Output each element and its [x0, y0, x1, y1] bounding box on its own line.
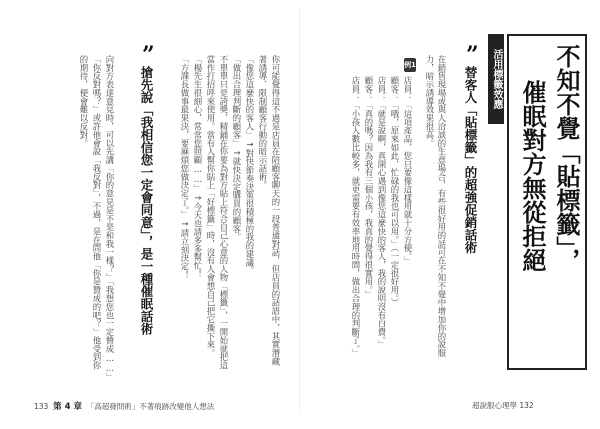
body-line: 「你反對嗎？」或許他會說「我反對」，不過，是在問他「你是贊成的吧？」他受到你: [92, 55, 102, 370]
page-number-right: 132: [519, 401, 534, 410]
body-line: 的期待，便會難以反對。: [79, 55, 89, 148]
body-line: 你可能覺得這不過是店員在陪顧客聊天的一段普通對話，但店員的話語中，其實潛藏: [271, 55, 281, 366]
body-line: 力，暗示誘導效果很高。: [425, 55, 435, 148]
running-head-right: [472, 400, 534, 411]
body-line: 「像您這麼快的客人」→對快節奏決策很積極的我的建議。: [245, 55, 255, 275]
section-heading-left: 搶先說「我相信您一定會同意」，是一種催眠話術: [139, 66, 154, 335]
dialogue-line: 店員：「這項產品，您只要像這樣用就十分方便。」: [403, 76, 413, 265]
body-line: 「楊先生很細心，常常您照顧……」→今天也請多多幫忙！: [193, 55, 203, 278]
quote-icon: ”: [142, 42, 155, 68]
body-line: 「方課長做事最果決，要麻煩您做決定了。」→請立刻決定！: [180, 55, 190, 279]
section-heading-right: 替客人「貼標籤」的超強促銷話術: [463, 66, 478, 254]
dialogue-line: 店員：「小孩人數比較多，就更需要有效率地用時間，做出合理的判斷了。」: [351, 76, 361, 358]
main-title-line-2: 催眠對方無從拒絕: [518, 80, 546, 272]
tag-label: 活用標籤效應: [488, 34, 504, 124]
body-line: 「做出合理判斷的顧客」→就快決定購買的顧客。: [232, 55, 242, 242]
body-line: 在銷售現場或與人洽談的生意場合，有些很好用的話可在不知不覺中增加你的說服: [437, 55, 447, 358]
example-badge: 例1: [404, 58, 416, 72]
page-number-left: 133: [34, 402, 49, 411]
dialogue-line: 顧客：「真的嗎？因為我有三個小孩，我真的覺得很實用。」: [364, 76, 374, 299]
body-line: 當作打招呼來使用。當有人幫你貼上「好標籤」時，沒有人會想自己把它撕下來。: [206, 55, 216, 358]
chapter-title: 「高超發問術」不著痕跡改變他人想法: [86, 402, 215, 411]
quote-icon: ”: [466, 42, 479, 68]
title-box: [507, 34, 587, 370]
chapter-label: 第 4 章: [53, 402, 82, 412]
body-line: 向對方表達意見時，可以先講「你的意見是不是和我一樣？」「我想您也一定贊成……」: [105, 55, 115, 382]
dialogue-line: 顧客：「哦，原來如此，忙碌的我也可以用。」（一定很好用。）: [390, 76, 400, 307]
body-line: 著誘導、限制顧客行動的暗示話術。: [258, 55, 268, 190]
running-head-left: [34, 400, 214, 412]
body-line: 不單單只是誇獎，精鋪在你要為對方貼上符合自己心意的人物「標籤」，一開始就把這: [219, 55, 229, 370]
main-title-line-1: 不知不覺「貼標籤」，: [552, 44, 580, 272]
book-title: 超說服心理學: [472, 401, 517, 410]
dialogue-line: 店員：「就是說啊，真開心遇到像您這麼快的客人，我的說明沒有白費。」: [377, 76, 387, 349]
